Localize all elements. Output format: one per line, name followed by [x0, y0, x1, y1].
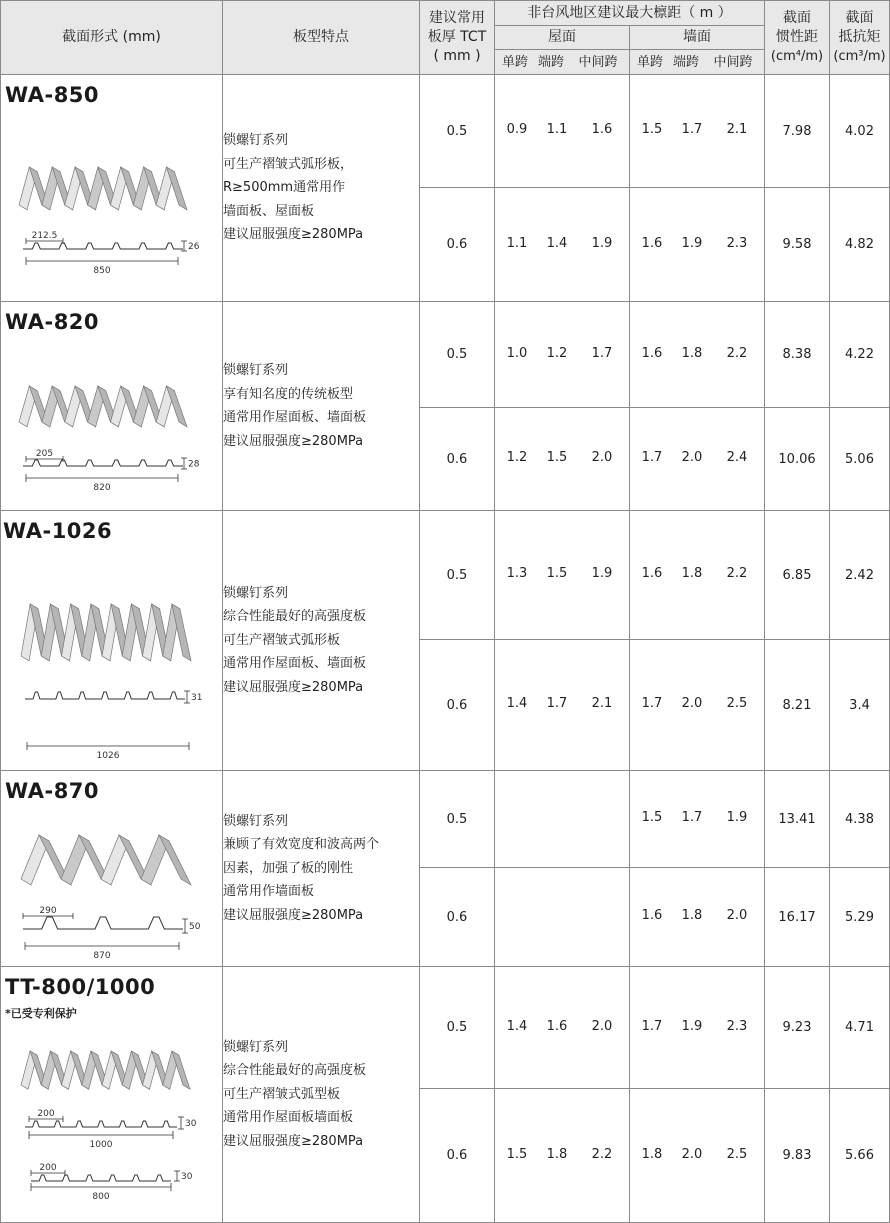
header-roof-spans [495, 50, 630, 75]
height-dimension-800: 30 [181, 1172, 193, 1182]
feature-line: 建议屈服强度≥280MPa [223, 679, 364, 695]
roof-span-value: 2.0 [591, 450, 613, 465]
corrugated-sheet-drawing [19, 167, 187, 210]
feature-line: 因素，加强了板的刚性 [223, 860, 354, 876]
feature-line: 锁螺钉系列 [223, 585, 289, 601]
roof-span-value: 1.9 [591, 235, 613, 251]
feature-line: 建议屈服强度≥280MPa [223, 227, 364, 243]
model-name: WA-1026 [3, 519, 113, 543]
model-name: TT-800/1000 [5, 975, 156, 999]
features-cell [223, 967, 420, 1223]
wall-spans-cell [630, 1089, 765, 1223]
model-cell [1, 967, 223, 1223]
roof-span-value: 1.4 [546, 235, 568, 251]
wall-spans-cell [630, 868, 765, 967]
header-resist-line1: 截面 [845, 10, 874, 26]
header-inertia-line1: 截面 [783, 10, 812, 26]
inertia-value: 9.23 [765, 967, 830, 1089]
wall-span-value: 2.3 [726, 235, 748, 251]
section-drawing [1, 75, 221, 302]
section-profile-line [23, 917, 183, 929]
roof-spans-cell [495, 967, 630, 1089]
patent-note: *已受专利保护 [5, 1007, 77, 1020]
header-inertia [765, 1, 830, 75]
thickness-value: 0.6 [420, 188, 495, 302]
thickness-value: 0.5 [420, 771, 495, 868]
wall-span-value: 2.0 [681, 450, 703, 465]
corrugated-sheet-drawing [21, 604, 191, 661]
wall-span-value: 1.6 [641, 908, 663, 923]
roof-span-value: 1.7 [546, 696, 568, 711]
width-dimension: 870 [93, 951, 111, 961]
header-thickness-line3: ( mm ) [433, 48, 481, 64]
header-thickness-line1: 建议常用 [429, 10, 485, 26]
roof-span-value: 1.6 [591, 122, 613, 137]
wall-span-value: 2.2 [726, 566, 748, 581]
thickness-value: 0.5 [420, 511, 495, 640]
wall-span-value: 2.3 [726, 1018, 748, 1034]
roof-spans-cell [495, 771, 630, 868]
corrugated-sheet-drawing [21, 1051, 190, 1089]
wall-spans-cell [630, 640, 765, 771]
wall-span-value: 2.2 [726, 345, 748, 361]
roof-span-value: 0.9 [506, 122, 528, 137]
wall-span-value: 2.4 [726, 450, 748, 465]
header-roof-single: 单跨 [501, 54, 528, 70]
inertia-value: 6.85 [765, 511, 830, 640]
resist-value: 4.38 [830, 771, 890, 868]
feature-line: 通常用作屋面板、墙面板 [223, 410, 367, 425]
model-name: WA-870 [5, 779, 100, 803]
resist-value: 4.22 [830, 302, 890, 408]
inertia-value: 16.17 [765, 868, 830, 967]
roof-span-value: 1.1 [506, 235, 528, 251]
header-wall-spans [630, 50, 765, 75]
resist-value: 5.66 [830, 1089, 890, 1223]
wall-span-value: 1.8 [681, 908, 703, 923]
roof-span-value: 1.2 [546, 345, 568, 361]
wall-spans-cell [630, 188, 765, 302]
roof-spans-cell [495, 511, 630, 640]
wall-spans-cell [630, 302, 765, 408]
pitch-dimension: 290 [39, 906, 57, 916]
wall-span-value: 1.6 [641, 345, 663, 361]
inertia-value: 9.83 [765, 1089, 830, 1223]
roof-span-value: 1.0 [506, 345, 528, 361]
wall-span-value: 1.8 [681, 345, 703, 361]
roof-span-value: 1.4 [506, 696, 528, 711]
wall-span-value: 1.9 [681, 235, 703, 251]
resist-value: 5.06 [830, 408, 890, 511]
pitch-dimension-1000: 200 [37, 1109, 55, 1119]
header-section-form: 截面形式 (mm) [1, 1, 223, 75]
header-wall: 墙面 [630, 26, 765, 50]
roof-span-value: 1.5 [506, 1146, 528, 1162]
feature-line: 锁螺钉系列 [223, 363, 289, 378]
thickness-value: 0.5 [420, 967, 495, 1089]
resist-value: 3.4 [830, 640, 890, 771]
wall-span-value: 1.7 [641, 1018, 663, 1034]
section-profile-line [23, 460, 183, 466]
table-row [1, 771, 890, 868]
header-roof-end: 端跨 [537, 54, 564, 70]
roof-span-value: 1.9 [591, 566, 613, 581]
roof-span-value: 2.2 [591, 1146, 613, 1162]
pitch-dimension: 212.5 [31, 231, 58, 241]
roof-span-value: 2.1 [591, 696, 613, 711]
roof-spans-cell [495, 75, 630, 188]
section-profile-line [25, 692, 185, 699]
header-plate-features: 板型特点 [223, 1, 420, 75]
roof-spans-cell [495, 302, 630, 408]
thickness-value: 0.6 [420, 1089, 495, 1223]
roof-span-value: 1.7 [591, 345, 613, 361]
roof-span-value: 1.6 [546, 1018, 568, 1034]
header-resist [830, 1, 890, 75]
feature-line: 兼顾了有效宽度和波高两个 [223, 837, 380, 853]
section-drawing [1, 511, 221, 771]
inertia-value: 7.98 [765, 75, 830, 188]
wall-span-value: 2.0 [681, 696, 703, 711]
section-drawing [1, 967, 221, 1223]
header-roof: 屋面 [495, 26, 630, 50]
wall-span-value: 2.0 [726, 908, 748, 923]
roof-span-value: 2.0 [591, 1018, 613, 1034]
wall-span-value: 2.5 [726, 696, 748, 711]
section-drawing [1, 302, 221, 511]
roof-spans-cell [495, 868, 630, 967]
model-cell [1, 75, 223, 302]
wall-span-value: 2.0 [681, 1146, 703, 1162]
feature-line: 可生产褶皱式弧形板 [223, 632, 341, 648]
thickness-value: 0.6 [420, 408, 495, 511]
wall-spans-cell [630, 511, 765, 640]
feature-line: 建议屈服强度≥280MPa [223, 1133, 364, 1149]
header-thickness [420, 1, 495, 75]
feature-line: 享有知名度的传统板型 [223, 386, 354, 402]
inertia-value: 9.58 [765, 188, 830, 302]
thickness-value: 0.6 [420, 640, 495, 771]
wall-span-value: 2.5 [726, 1146, 748, 1162]
feature-line: 可生产褶皱式弧形板， [223, 156, 354, 172]
pitch-dimension: 205 [35, 449, 54, 459]
corrugated-sheet-drawing [21, 835, 191, 885]
header-wall-single: 单跨 [636, 54, 663, 70]
table-row [1, 302, 890, 408]
inertia-value: 10.06 [765, 408, 830, 511]
header-resist-line2: 抵抗矩 [838, 29, 881, 45]
wall-span-value: 1.5 [641, 122, 663, 137]
wall-spans-cell [630, 967, 765, 1089]
wall-spans-cell [630, 771, 765, 868]
header-roof-middle: 中间跨 [578, 54, 618, 70]
model-name: WA-820 [5, 310, 100, 334]
feature-line: 建议屈服强度≥280MPa [223, 433, 364, 449]
feature-line: 锁螺钉系列 [223, 813, 289, 829]
height-dimension: 26 [188, 242, 200, 252]
corrugated-sheet-drawing [19, 386, 187, 427]
height-dimension-1000: 30 [185, 1119, 197, 1129]
roof-spans-cell [495, 640, 630, 771]
thickness-value: 0.6 [420, 868, 495, 967]
roof-span-value: 1.2 [506, 450, 528, 465]
feature-line: 综合性能最好的高强度板 [223, 609, 367, 625]
feature-line: R≥500mm通常用作 [223, 180, 346, 196]
feature-line: 通常用作屋面板、墙面板 [223, 656, 367, 672]
wall-spans-cell [630, 408, 765, 511]
header-wall-end: 端跨 [672, 54, 699, 70]
height-dimension: 28 [188, 459, 200, 470]
resist-value: 4.71 [830, 967, 890, 1089]
header-resist-line3: (cm³/m) [833, 49, 886, 64]
table-row [1, 75, 890, 188]
inertia-value: 8.38 [765, 302, 830, 408]
width-dimension-1000: 1000 [89, 1140, 113, 1150]
model-cell [1, 771, 223, 967]
width-dimension-800: 800 [92, 1192, 110, 1202]
model-cell [1, 302, 223, 511]
features-cell [223, 75, 420, 302]
wall-span-value: 1.8 [641, 1146, 663, 1162]
header-inertia-line2: 惯性距 [776, 29, 819, 45]
feature-line: 锁螺钉系列 [223, 1039, 289, 1055]
wall-span-value: 1.9 [726, 810, 748, 825]
wall-span-value: 1.7 [641, 696, 663, 711]
feature-line: 通常用作墙面板 [223, 884, 315, 900]
thickness-value: 0.5 [420, 75, 495, 188]
roof-span-value: 1.5 [546, 450, 568, 465]
feature-line: 可生产褶皱式弧型板 [223, 1086, 341, 1102]
header-inertia-line3: (cm⁴/m) [770, 49, 824, 64]
roof-spans-cell [495, 1089, 630, 1223]
section-profile-line-800 [31, 1175, 171, 1181]
wall-span-value: 1.7 [681, 122, 703, 137]
wall-span-value: 1.7 [681, 810, 703, 825]
feature-line: 通常用作屋面板墙面板 [223, 1110, 354, 1126]
section-profile-line [23, 243, 183, 249]
resist-value: 4.82 [830, 188, 890, 302]
wall-span-value: 1.6 [641, 566, 663, 581]
features-cell [223, 302, 420, 511]
roof-spans-cell [495, 408, 630, 511]
wall-span-value: 1.6 [641, 235, 663, 251]
wall-span-value: 1.9 [681, 1018, 703, 1034]
section-drawing [1, 771, 221, 967]
model-name: WA-850 [5, 83, 100, 107]
roof-span-value: 1.1 [546, 122, 568, 137]
roof-span-value: 1.8 [546, 1146, 568, 1162]
feature-line: 综合性能最好的高强度板 [223, 1063, 367, 1079]
wall-span-value: 1.8 [681, 566, 703, 581]
feature-line: 墙面板、屋面板 [223, 203, 315, 219]
width-dimension: 820 [93, 483, 111, 493]
inertia-value: 8.21 [765, 640, 830, 771]
header-wall-middle: 中间跨 [713, 54, 753, 70]
section-profile-line-1000 [25, 1121, 177, 1127]
roof-span-value: 1.5 [546, 566, 568, 581]
feature-line: 锁螺钉系列 [223, 133, 289, 149]
pitch-dimension-800: 200 [39, 1163, 57, 1173]
feature-line: 建议屈服强度≥280MPa [223, 907, 364, 923]
height-dimension: 50 [189, 922, 201, 932]
table-row [1, 511, 890, 640]
wall-span-value: 1.7 [641, 450, 663, 465]
wall-span-value: 1.5 [641, 810, 663, 825]
header-thickness-line2: 板厚 TCT [427, 29, 487, 45]
wall-spans-cell [630, 75, 765, 188]
wall-span-value: 2.1 [726, 122, 748, 137]
resist-value: 5.29 [830, 868, 890, 967]
thickness-value: 0.5 [420, 302, 495, 408]
table-row [1, 967, 890, 1089]
roof-spans-cell [495, 188, 630, 302]
resist-value: 4.02 [830, 75, 890, 188]
features-cell [223, 511, 420, 771]
resist-value: 2.42 [830, 511, 890, 640]
width-dimension: 850 [93, 266, 111, 276]
height-dimension: 31 [191, 693, 203, 703]
width-dimension: 1026 [96, 751, 120, 761]
roof-span-value: 1.3 [506, 566, 528, 581]
inertia-value: 13.41 [765, 771, 830, 868]
features-cell [223, 771, 420, 967]
header-max-purlin-spacing: 非台风地区建议最大檩距（ m ） [495, 1, 765, 26]
model-cell [1, 511, 223, 771]
roof-span-value: 1.4 [506, 1018, 528, 1034]
